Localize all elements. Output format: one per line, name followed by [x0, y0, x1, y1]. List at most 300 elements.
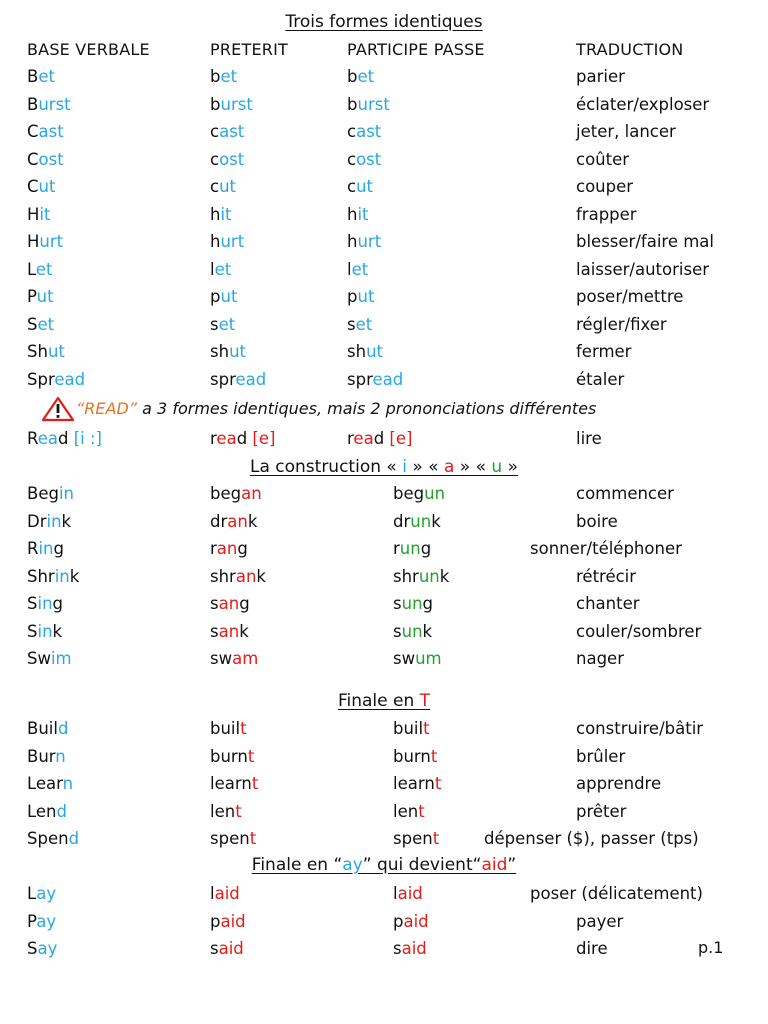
translation-cell: frapper: [576, 204, 637, 224]
base-verb-cell: [27, 174, 55, 200]
preterit-cell: [210, 509, 257, 535]
text-segment: r: [210, 429, 217, 448]
text-segment: [i :]: [68, 429, 102, 448]
read-traduction: lire: [576, 429, 602, 448]
page-number: p.1: [698, 938, 724, 957]
preterit-cell: [210, 92, 253, 118]
translation-cell: prêter: [576, 801, 627, 821]
past-participle-cell: [393, 744, 437, 770]
identical-row: [0, 339, 768, 365]
text-segment: S: [27, 314, 38, 334]
warning-triangle-icon: [41, 396, 75, 422]
text-segment: learn: [210, 774, 252, 793]
identical-row: [0, 64, 768, 90]
finale-ay-row: [0, 909, 768, 935]
text-segment: un: [401, 594, 423, 613]
read-note: [0, 396, 768, 424]
text-segment: s: [393, 939, 402, 958]
construction-row: [0, 646, 768, 672]
translation-cell: éclater/exploser: [576, 94, 710, 114]
text-segment: ead: [372, 369, 404, 389]
text-segment: it: [357, 204, 369, 224]
text-segment: ut: [229, 342, 246, 361]
text-segment: p: [347, 287, 358, 306]
text-segment: ast: [356, 122, 382, 141]
identical-row: [0, 257, 768, 283]
text-segment: et: [218, 314, 236, 334]
text-segment: ut: [220, 287, 238, 306]
text-segment: ut: [36, 287, 54, 306]
text-segment: k: [69, 566, 80, 586]
base-verb-cell: [27, 909, 56, 935]
text-segment: [e]: [384, 429, 413, 448]
text-segment: an: [218, 621, 240, 641]
text-segment: b: [210, 67, 221, 86]
text-segment: it: [220, 204, 232, 224]
finale-t-row: [0, 799, 768, 825]
text-segment: k: [61, 511, 72, 531]
text-segment: et: [214, 259, 232, 279]
finale-ay-row: [0, 881, 768, 907]
past-participle-cell: [393, 826, 439, 852]
text-segment: in: [37, 594, 53, 613]
preterit-cell: [210, 909, 246, 935]
text-segment: Finale en: [337, 691, 420, 711]
base-verb-cell: [27, 619, 62, 645]
text-segment: Sh: [27, 342, 48, 361]
section-title-finale-t: [0, 691, 768, 711]
text-segment: ost: [356, 149, 382, 169]
read-row: [0, 426, 768, 452]
identical-row: [0, 147, 768, 173]
past-participle-cell: [393, 646, 442, 672]
text-segment: ”: [507, 855, 517, 875]
text-segment: L: [27, 259, 36, 279]
identical-row: [0, 119, 768, 145]
past-participle-cell: [347, 174, 373, 200]
section-title-construction: [0, 457, 768, 477]
translation-cell: payer: [576, 911, 624, 931]
text-segment: k: [52, 621, 63, 641]
text-segment: et: [35, 259, 53, 279]
base-verb-cell: [27, 536, 64, 562]
preterit-cell: [210, 536, 248, 562]
base-verb-cell: [27, 284, 54, 310]
text-segment: Bur: [27, 746, 56, 766]
text-segment: et: [220, 67, 238, 86]
text-segment: t: [432, 829, 440, 848]
text-segment: [e]: [247, 429, 276, 448]
past-participle-cell: [347, 92, 390, 118]
past-participle-cell: [393, 936, 427, 962]
text-segment: l: [347, 259, 352, 279]
text-segment: ay: [342, 855, 363, 875]
base-verb-cell: [27, 744, 66, 770]
text-segment: urst: [38, 94, 71, 114]
text-segment: T: [419, 691, 431, 711]
translation-cell: dire: [576, 939, 608, 958]
translation-cell: poser (délicatement): [530, 884, 703, 903]
preterit-cell: [210, 257, 231, 283]
base-verb-cell: [27, 92, 71, 118]
text-segment: in: [46, 511, 62, 531]
preterit-cell: [210, 284, 237, 310]
text-segment: c: [210, 149, 220, 169]
text-segment: c: [210, 122, 220, 141]
text-segment: urt: [220, 232, 245, 251]
text-segment: in: [37, 621, 53, 641]
text-segment: ead: [54, 369, 86, 389]
text-segment: ut: [356, 177, 374, 196]
text-segment: an: [241, 484, 262, 503]
preterit-cell: [210, 591, 250, 617]
text-segment: t: [247, 746, 255, 766]
past-participle-cell: [347, 312, 372, 338]
finale-t-row: [0, 744, 768, 770]
text-segment: k: [239, 621, 249, 641]
text-segment: p: [210, 287, 221, 306]
text-segment: urt: [357, 232, 382, 251]
translation-cell: commencer: [576, 484, 674, 503]
text-segment: ea: [216, 429, 237, 448]
text-segment: spen: [393, 829, 433, 848]
text-segment: in: [58, 484, 74, 503]
section-title-identical: Trois formes identiques: [285, 12, 483, 32]
text-segment: sh: [347, 342, 367, 361]
text-segment: shr: [210, 566, 236, 586]
text-segment: Dr: [27, 511, 47, 531]
past-participle-cell: [347, 229, 381, 255]
text-segment: spen: [210, 829, 250, 848]
base-verb-cell: [27, 646, 72, 672]
header-participe-passe: PARTICIPE PASSE: [347, 40, 485, 59]
text-segment: k: [431, 511, 441, 531]
past-participle-cell: [347, 202, 369, 228]
past-participle-cell: [347, 339, 383, 365]
text-segment: b: [210, 94, 221, 114]
preterit-cell: [210, 744, 254, 770]
past-participle-cell: [393, 591, 433, 617]
text-segment: l: [210, 884, 215, 903]
text-segment: s: [210, 939, 219, 958]
text-segment: burn: [210, 746, 248, 766]
base-verb-cell: [27, 202, 50, 228]
text-segment: S: [27, 939, 38, 958]
text-segment: B: [27, 67, 39, 86]
identical-row: [0, 202, 768, 228]
text-segment: am: [232, 649, 259, 668]
text-segment: beg: [393, 484, 425, 503]
text-segment: P: [27, 287, 37, 306]
translation-cell: dépenser ($), passer (tps): [484, 829, 699, 848]
past-participle-cell: [393, 509, 441, 535]
translation-cell: nager: [576, 649, 624, 668]
text-segment: an: [227, 511, 248, 531]
translation-cell: rétrécir: [576, 566, 637, 586]
base-verb-cell: [27, 509, 71, 535]
text-segment: » «: [454, 457, 492, 477]
text-segment: Sw: [27, 649, 51, 668]
translation-cell: blesser/faire mal: [576, 232, 714, 251]
base-verb-cell: [27, 481, 74, 507]
text-segment: an: [218, 594, 240, 613]
text-segment: ea: [353, 429, 374, 448]
text-segment: dr: [393, 511, 411, 531]
text-segment: p: [393, 911, 404, 931]
text-segment: t: [249, 829, 257, 848]
text-segment: r: [347, 429, 354, 448]
identical-row: [0, 284, 768, 310]
text-segment: aid: [214, 884, 240, 903]
text-segment: in: [38, 539, 54, 558]
text-segment: ut: [219, 177, 237, 196]
preterit-cell: [210, 312, 235, 338]
column-headers: [0, 37, 768, 63]
text-segment: c: [347, 149, 357, 169]
text-segment: um: [415, 649, 442, 668]
text-segment: La construction «: [249, 457, 403, 477]
text-segment: H: [27, 204, 40, 224]
text-segment: Lear: [27, 774, 63, 793]
text-segment: t: [434, 774, 442, 793]
text-segment: et: [357, 67, 375, 86]
read-participe: [347, 426, 412, 452]
text-segment: C: [27, 177, 39, 196]
text-segment: s: [210, 594, 219, 613]
text-segment: P: [27, 911, 37, 931]
text-segment: ” qui devient“: [362, 855, 482, 875]
text-segment: burn: [393, 746, 431, 766]
preterit-cell: [210, 826, 256, 852]
text-segment: an: [216, 539, 238, 558]
text-segment: g: [53, 539, 64, 558]
header-traduction: TRADUCTION: [576, 40, 684, 59]
text-segment: t: [418, 801, 425, 821]
base-verb-cell: [27, 771, 73, 797]
text-segment: in: [54, 566, 70, 586]
construction-row: [0, 619, 768, 645]
base-verb-cell: [27, 64, 55, 90]
text-segment: sw: [210, 649, 233, 668]
past-participle-cell: [347, 147, 381, 173]
text-segment: aid: [218, 939, 244, 958]
text-segment: buil: [210, 719, 241, 738]
text-segment: spr: [210, 369, 236, 389]
text-segment: aid: [481, 855, 508, 875]
text-segment: d: [236, 429, 248, 448]
text-segment: i: [402, 457, 407, 477]
text-segment: S: [27, 594, 38, 613]
past-participle-cell: [347, 257, 368, 283]
text-segment: d: [57, 719, 69, 738]
text-segment: ast: [219, 122, 245, 141]
preterit-cell: [210, 202, 232, 228]
text-segment: h: [210, 232, 221, 251]
text-segment: learn: [393, 774, 435, 793]
translation-cell: construire/bâtir: [576, 719, 704, 738]
translation-cell: laisser/autoriser: [576, 259, 709, 279]
header-preterit: PRETERIT: [210, 40, 288, 59]
text-segment: H: [27, 232, 40, 251]
translation-cell: couler/sombrer: [576, 621, 702, 641]
text-segment: len: [210, 801, 236, 821]
preterit-cell: [210, 229, 244, 255]
translation-cell: sonner/téléphoner: [530, 539, 682, 558]
base-verb-cell: [27, 257, 53, 283]
text-segment: ut: [357, 287, 375, 306]
text-segment: R: [27, 539, 39, 558]
read-base: [27, 426, 102, 452]
text-segment: d: [68, 829, 80, 848]
base-verb-cell: [27, 564, 79, 590]
text-segment: d: [58, 429, 69, 448]
text-segment: l: [393, 884, 398, 903]
text-segment: g: [237, 539, 248, 558]
text-segment: buil: [393, 719, 424, 738]
text-segment: len: [393, 801, 419, 821]
text-segment: h: [210, 204, 221, 224]
text-segment: a: [443, 457, 455, 477]
text-segment: et: [37, 314, 55, 334]
preterit-cell: [210, 799, 242, 825]
text-segment: Buil: [27, 719, 58, 738]
text-segment: p: [210, 911, 221, 931]
preterit-cell: [210, 339, 246, 365]
text-segment: s: [347, 314, 356, 334]
text-segment: an: [235, 566, 257, 586]
text-segment: R: [27, 429, 38, 448]
text-segment: L: [27, 884, 37, 903]
past-participle-cell: [393, 716, 430, 742]
finale-ay-row: [0, 936, 768, 962]
base-verb-cell: [27, 826, 79, 852]
text-segment: ay: [36, 884, 57, 903]
read-note-quoted: “READ”: [76, 399, 138, 418]
text-segment: t: [251, 774, 259, 793]
translation-cell: fermer: [576, 342, 632, 361]
section-title-finale-ay: [0, 855, 768, 875]
base-verb-cell: [27, 936, 57, 962]
translation-cell: régler/fixer: [576, 314, 667, 334]
translation-cell: apprendre: [576, 774, 662, 793]
preterit-cell: [210, 147, 244, 173]
text-segment: aid: [401, 939, 427, 958]
text-segment: » «: [406, 457, 444, 477]
past-participle-cell: [393, 881, 423, 907]
text-segment: Finale en “: [251, 855, 343, 875]
past-participle-cell: [347, 64, 374, 90]
identical-row: [0, 174, 768, 200]
text-segment: r: [210, 539, 217, 558]
text-segment: n: [62, 774, 74, 793]
read-note-text: [76, 396, 596, 422]
text-segment: urst: [220, 94, 253, 114]
text-segment: g: [420, 539, 432, 558]
past-participle-cell: [393, 564, 449, 590]
text-segment: un: [399, 539, 421, 558]
text-segment: g: [52, 594, 64, 613]
text-segment: h: [347, 232, 358, 251]
identical-row: [0, 312, 768, 338]
text-segment: k: [247, 511, 258, 531]
text-segment: c: [347, 177, 357, 196]
text-segment: ead: [235, 369, 267, 389]
text-segment: ay: [37, 939, 58, 958]
preterit-cell: [210, 481, 262, 507]
text-segment: C: [27, 122, 39, 141]
text-segment: c: [347, 122, 357, 141]
text-segment: ast: [38, 122, 64, 141]
text-segment: et: [38, 67, 55, 86]
past-participle-cell: [393, 481, 445, 507]
base-verb-cell: [27, 229, 63, 255]
base-verb-cell: [27, 119, 64, 145]
text-segment: urt: [39, 232, 64, 251]
finale-t-row: [0, 771, 768, 797]
text-segment: d: [373, 429, 385, 448]
past-participle-cell: [347, 119, 381, 145]
base-verb-cell: [27, 716, 68, 742]
text-segment: ut: [38, 177, 56, 196]
text-segment: dr: [210, 511, 228, 531]
text-segment: b: [347, 67, 358, 86]
past-participle-cell: [393, 771, 441, 797]
text-segment: b: [347, 94, 358, 114]
translation-cell: parier: [576, 67, 625, 86]
base-verb-cell: [27, 147, 64, 173]
text-segment: t: [240, 719, 247, 738]
past-participle-cell: [393, 536, 431, 562]
text-segment: d: [56, 801, 67, 821]
text-segment: S: [27, 621, 38, 641]
preterit-cell: [210, 771, 258, 797]
translation-cell: boire: [576, 511, 618, 531]
text-segment: ost: [219, 149, 245, 169]
text-segment: B: [27, 94, 39, 114]
text-segment: Beg: [27, 484, 59, 503]
preterit-cell: [210, 564, 266, 590]
text-segment: shr: [393, 566, 419, 586]
translation-cell: chanter: [576, 594, 640, 613]
text-segment: et: [351, 259, 369, 279]
text-segment: im: [50, 649, 72, 668]
past-participle-cell: [393, 799, 425, 825]
finale-t-row: [0, 826, 768, 852]
text-segment: s: [393, 594, 402, 613]
preterit-cell: [210, 64, 237, 90]
text-segment: s: [393, 621, 402, 641]
text-segment: beg: [210, 484, 242, 503]
preterit-cell: [210, 646, 258, 672]
translation-cell: brûler: [576, 746, 626, 766]
text-segment: ost: [38, 149, 64, 169]
translation-cell: étaler: [576, 369, 625, 389]
translation-cell: coûter: [576, 149, 630, 169]
preterit-cell: [210, 367, 266, 393]
identical-row: [0, 92, 768, 118]
translation-cell: poser/mettre: [576, 287, 684, 306]
text-segment: t: [430, 746, 438, 766]
text-segment: s: [210, 621, 219, 641]
text-segment: g: [239, 594, 250, 613]
text-segment: Shr: [27, 566, 55, 586]
text-segment: sw: [393, 649, 416, 668]
base-verb-cell: [27, 881, 56, 907]
text-segment: l: [210, 259, 215, 279]
text-segment: »: [502, 457, 518, 477]
preterit-cell: [210, 619, 249, 645]
past-participle-cell: [347, 284, 374, 310]
